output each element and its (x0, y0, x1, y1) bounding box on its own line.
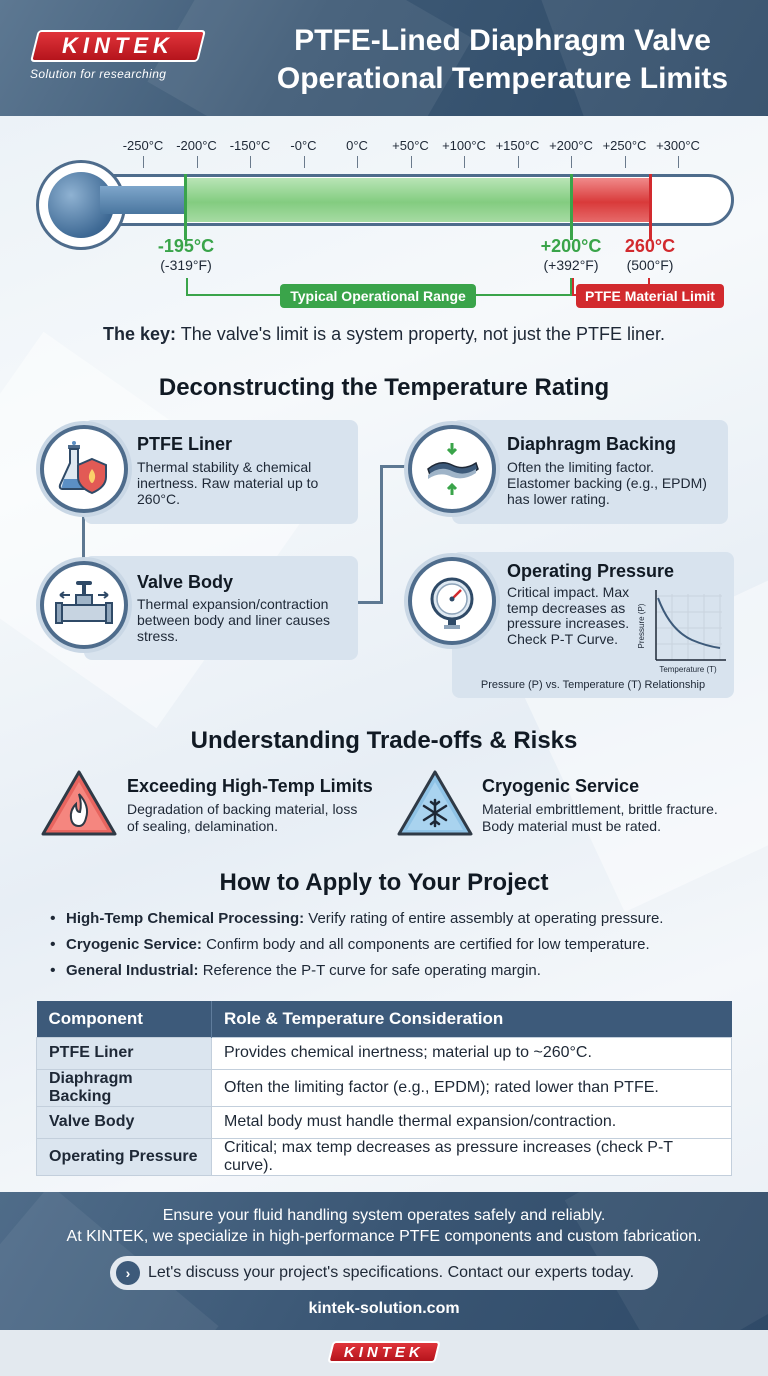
table-cell-component: Operating Pressure (37, 1138, 212, 1175)
scale-label: +100°C (442, 138, 486, 153)
scale-tick (571, 156, 572, 168)
pt-chart-caption: Pressure (P) vs. Temperature (T) Relationship (480, 679, 706, 691)
key-message-bold: The key: (103, 324, 177, 344)
operating-pressure-icon-circle (408, 557, 496, 645)
high-temp-f: (+392°F) (543, 257, 599, 273)
table-header-component: Component (37, 1001, 212, 1037)
website-link[interactable]: kintek-solution.com (308, 1300, 460, 1317)
key-message (0, 324, 768, 345)
footer-line-1: Ensure your fluid handling system operates safely and reliably. (162, 1207, 606, 1224)
pt-chart-y-label: Pressure (P) (637, 603, 646, 649)
contact-cta-button[interactable] (110, 1256, 658, 1290)
low-temp-f: (-319°F) (160, 257, 212, 273)
apply-item-text: Confirm body and all components are certified for low temperature. (201, 936, 650, 953)
scale-label: 0°C (346, 138, 368, 153)
apply-item-text: Verify rating of entire assembly at operating pressure. (304, 910, 664, 927)
pt-curve-chart (632, 586, 730, 676)
table-row (37, 1069, 732, 1106)
apply-item-label: General Industrial: (66, 962, 199, 979)
material-limit-label: PTFE Material Limit (576, 284, 724, 308)
contact-cta-text: Let's discuss your project's specifications. Contact our experts today. (148, 1264, 635, 1281)
header-shape (530, 0, 768, 116)
table-cell-role: Metal body must handle thermal expansion/contraction. (212, 1106, 732, 1138)
connector-line (358, 601, 382, 604)
kintek-logo[interactable] (30, 30, 206, 62)
scale-tick (411, 156, 412, 168)
ptfe-liner-icon-circle (40, 425, 128, 513)
component-table (36, 1001, 732, 1176)
valve-icon (54, 575, 114, 635)
scale-tick (250, 156, 251, 168)
risk-cryogenic-title: Cryogenic Service (482, 776, 640, 796)
limit-temp-f: (500°F) (626, 257, 674, 273)
scale-tick (678, 156, 679, 168)
table-cell-role: Critical; max temp decreases as pressure increases (check P-T curve). (212, 1138, 732, 1175)
snowflake-warning-icon (396, 768, 474, 838)
apply-item-label: Cryogenic Service: (66, 936, 202, 953)
table-header-role: Role & Temperature Consideration (212, 1001, 732, 1037)
card-valve-body-body: Thermal expansion/contraction between body and liner causes stress. (137, 596, 331, 644)
scale-label: +300°C (656, 138, 700, 153)
scale-tick (357, 156, 358, 168)
table-header-row (37, 1001, 732, 1037)
apply-item-label: High-Temp Chemical Processing: (66, 910, 305, 927)
scale-tick (464, 156, 465, 168)
chevron-right-icon: › (116, 1261, 140, 1285)
card-diaphragm-backing-title: Diaphragm Backing (507, 434, 677, 454)
limit-temp-c: 260°C (624, 236, 676, 256)
page-title-line2: Operational Temperature Limits (276, 62, 729, 95)
diaphragm-icon (422, 439, 482, 499)
table-cell-component: Valve Body (37, 1106, 212, 1138)
low-marker-line (184, 174, 187, 240)
apply-item (50, 906, 750, 932)
scale-label: +200°C (549, 138, 593, 153)
table-cell-role: Often the limiting factor (e.g., EPDM); rated lower than PTFE. (212, 1069, 732, 1106)
thermometer-fill-cold (100, 186, 188, 214)
pt-chart-x-label: Temperature (T) (659, 665, 717, 674)
bottom-kintek-logo[interactable] (327, 1341, 440, 1363)
connector-line (380, 465, 383, 604)
flask-shield-icon (54, 439, 114, 499)
valve-body-icon-circle (40, 561, 128, 649)
page-title-line1: PTFE-Lined Diaphragm Valve (294, 24, 711, 57)
card-diaphragm-backing-body: Often the limiting factor. Elastomer backing (e.g., EPDM) has lower rating. (507, 459, 707, 507)
risks-title: Understanding Trade-offs & Risks (190, 727, 578, 754)
apply-item (50, 958, 750, 984)
scale-tick (197, 156, 198, 168)
scale-label: -200°C (176, 138, 217, 153)
scale-tick (304, 156, 305, 168)
card-ptfe-liner-body: Thermal stability & chemical inertness. Raw material up to 260°C. (137, 459, 319, 507)
footer-line-2: At KINTEK, we specialize in high-performance PTFE components and custom fabrication. (66, 1228, 702, 1245)
logo-tagline: Solution for researching (30, 67, 167, 81)
table-cell-component: PTFE Liner (37, 1037, 212, 1069)
card-ptfe-liner-title: PTFE Liner (137, 434, 233, 454)
limit-marker-line (649, 174, 652, 240)
operational-range-label: Typical Operational Range (280, 284, 476, 308)
scale-label: +250°C (602, 138, 647, 153)
risk-high-temp-title: Exceeding High-Temp Limits (127, 776, 373, 796)
scale-label: +50°C (392, 138, 429, 153)
pt-curve-line (658, 598, 720, 648)
table-row (37, 1106, 732, 1138)
scale-label: -0°C (290, 138, 317, 153)
table-row (37, 1037, 732, 1069)
bottom-bar (0, 1330, 768, 1376)
risk-cryogenic-body: Material embrittlement, brittle fracture. Body material must be rated. (482, 801, 718, 834)
apply-title: How to Apply to Your Project (219, 869, 549, 896)
pressure-gauge-icon (422, 571, 482, 631)
footer (0, 1192, 768, 1330)
table-row (37, 1138, 732, 1175)
header (0, 0, 768, 116)
scale-tick (625, 156, 626, 168)
scale-label: +150°C (495, 138, 540, 153)
scale-label: -150°C (229, 138, 271, 153)
table-cell-role: Provides chemical inertness; material up to ~260°C. (212, 1037, 732, 1069)
logo-text: KINTEK (62, 33, 174, 58)
bottom-logo-text: KINTEK (344, 1343, 424, 1361)
high-marker-line (570, 174, 573, 240)
table-cell-component: Diaphragm Backing (37, 1069, 212, 1106)
scale-label: -250°C (122, 138, 164, 153)
card-valve-body-title: Valve Body (137, 572, 234, 592)
operational-range-bar (186, 178, 572, 222)
thermometer-diagram (0, 116, 768, 316)
low-temp-c: -195°C (157, 236, 215, 256)
scale-tick (518, 156, 519, 168)
connector-line (380, 465, 410, 468)
card-operating-pressure-title: Operating Pressure (507, 561, 675, 581)
risk-high-temp-body: Degradation of backing material, loss of sealing, delamination. (127, 801, 358, 834)
apply-item-text: Reference the P-T curve for safe operating margin. (198, 962, 541, 979)
diaphragm-backing-icon-circle (408, 425, 496, 513)
deconstruct-title: Deconstructing the Temperature Rating (158, 374, 610, 401)
apply-list (50, 906, 750, 984)
material-limit-bar (572, 178, 650, 222)
card-operating-pressure-body: Critical impact. Max temp decreases as pressure increases. Check P-T Curve. (507, 584, 630, 647)
key-message-text: The valve's limit is a system property, not just the PTFE liner. (176, 324, 665, 344)
high-temp-c: +200°C (540, 236, 602, 256)
fire-warning-icon (40, 768, 118, 838)
apply-item (50, 932, 750, 958)
scale-tick (143, 156, 144, 168)
